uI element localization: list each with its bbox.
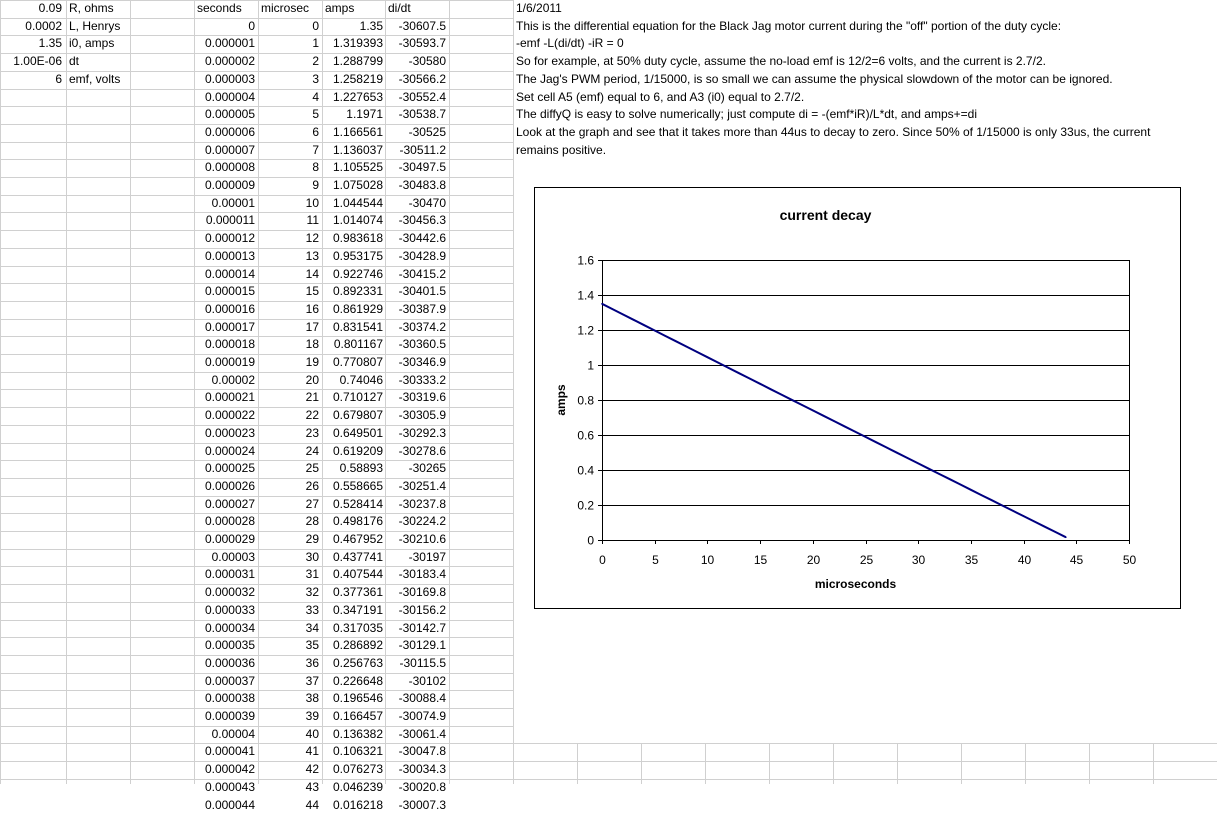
didt-cell[interactable]: -30183.4 xyxy=(385,566,446,584)
didt-cell[interactable]: -30237.8 xyxy=(385,496,446,514)
data-point xyxy=(886,447,888,449)
amps-cell[interactable]: 0.558665 xyxy=(322,478,383,496)
x-tick-label: 45 xyxy=(1070,553,1084,567)
didt-cell[interactable]: -30169.8 xyxy=(385,584,446,602)
y-tick-label: 0.4 xyxy=(577,464,594,478)
data-point xyxy=(1044,526,1046,528)
data-point xyxy=(664,335,666,337)
y-tick-label: 1 xyxy=(587,359,594,373)
didt-cell[interactable]: -30115.5 xyxy=(385,655,446,673)
didt-cell[interactable]: -30020.8 xyxy=(385,779,446,797)
seconds-cell[interactable]: 0.00001 xyxy=(194,195,255,213)
y-tick-label: 1.4 xyxy=(577,289,594,303)
didt-cell[interactable]: -30210.6 xyxy=(385,531,446,549)
param-value-cell[interactable]: 1.00E-06 xyxy=(0,53,62,71)
data-point xyxy=(749,378,751,380)
microsec-cell[interactable]: 19 xyxy=(258,354,319,372)
y-tick-label: 0.2 xyxy=(577,499,594,513)
seconds-cell[interactable]: 0.000035 xyxy=(194,637,255,655)
microsec-cell[interactable]: 28 xyxy=(258,513,319,531)
didt-cell[interactable]: -30374.2 xyxy=(385,319,446,337)
didt-cell[interactable]: -30566.2 xyxy=(385,71,446,89)
didt-cell[interactable]: -30552.4 xyxy=(385,89,446,107)
seconds-cell[interactable]: 0.000015 xyxy=(194,283,255,301)
amps-cell[interactable]: 1.319393 xyxy=(322,35,383,53)
data-point xyxy=(601,303,603,305)
seconds-cell[interactable]: 0.000008 xyxy=(194,159,255,177)
x-tick-label: 5 xyxy=(652,553,659,567)
data-point xyxy=(991,500,993,502)
data-point xyxy=(791,399,793,401)
data-point xyxy=(1065,536,1067,538)
microsec-cell[interactable]: 22 xyxy=(258,407,319,425)
amps-cell[interactable]: 0.770807 xyxy=(322,354,383,372)
seconds-cell[interactable]: 0.00003 xyxy=(194,549,255,567)
param-label-cell[interactable]: i0, amps xyxy=(69,35,129,53)
amps-cell[interactable]: 1.35 xyxy=(322,18,383,36)
data-point xyxy=(939,473,941,475)
data-point xyxy=(981,494,983,496)
amps-cell[interactable]: 1.044544 xyxy=(322,195,383,213)
didt-cell[interactable]: -30156.2 xyxy=(385,602,446,620)
seconds-cell[interactable]: 0.000006 xyxy=(194,124,255,142)
amps-cell[interactable]: 0.922746 xyxy=(322,266,383,284)
x-tick-label: 25 xyxy=(860,553,874,567)
seconds-cell[interactable]: 0.000018 xyxy=(194,336,255,354)
note-line[interactable]: The diffyQ is easy to solve numerically; just compute di = -(emf*iR)/L*dt, and amps+=di xyxy=(516,106,977,124)
data-point xyxy=(823,415,825,417)
y-tick-label: 0.8 xyxy=(577,394,594,408)
x-tick-label: 0 xyxy=(599,553,606,567)
seconds-cell[interactable]: 0.000031 xyxy=(194,566,255,584)
amps-cell[interactable]: 0.317035 xyxy=(322,620,383,638)
seconds-cell[interactable]: 0.000014 xyxy=(194,266,255,284)
amps-cell[interactable]: 1.166561 xyxy=(322,124,383,142)
seconds-cell[interactable]: 0.000027 xyxy=(194,496,255,514)
didt-cell[interactable]: -30525 xyxy=(385,124,446,142)
amps-cell[interactable]: 0.861929 xyxy=(322,301,383,319)
data-point xyxy=(1002,505,1004,507)
didt-cell[interactable]: -30074.9 xyxy=(385,708,446,726)
amps-cell[interactable]: 0.467952 xyxy=(322,531,383,549)
microsec-cell[interactable]: 33 xyxy=(258,602,319,620)
seconds-cell[interactable]: 0.00004 xyxy=(194,726,255,744)
didt-cell[interactable]: -30497.5 xyxy=(385,159,446,177)
data-point xyxy=(707,356,709,358)
microsec-cell[interactable]: 9 xyxy=(258,177,319,195)
didt-cell[interactable]: -30387.9 xyxy=(385,301,446,319)
didt-cell[interactable]: -30346.9 xyxy=(385,354,446,372)
data-point xyxy=(696,351,698,353)
data-point xyxy=(1054,531,1056,533)
data-point xyxy=(928,468,930,470)
amps-cell[interactable]: 0.649501 xyxy=(322,425,383,443)
data-point xyxy=(717,362,719,364)
microsec-cell[interactable]: 37 xyxy=(258,673,319,691)
seconds-cell[interactable]: 0.000004 xyxy=(194,89,255,107)
microsec-cell[interactable]: 4 xyxy=(258,89,319,107)
microsec-cell[interactable]: 8 xyxy=(258,159,319,177)
param-label-cell[interactable]: dt xyxy=(69,53,129,71)
param-label-cell[interactable]: emf, volts xyxy=(69,71,129,89)
note-line[interactable]: This is the differential equation for the Black Jag motor current during the "off" portion of the duty cycle: xyxy=(516,18,1061,36)
amps-cell[interactable]: 0.407544 xyxy=(322,566,383,584)
x-axis-label: microseconds xyxy=(815,577,897,591)
seconds-cell[interactable]: 0.000039 xyxy=(194,708,255,726)
amps-cell[interactable]: 0.166457 xyxy=(322,708,383,726)
amps-cell[interactable]: 0.953175 xyxy=(322,248,383,266)
microsec-cell[interactable]: 41 xyxy=(258,743,319,761)
didt-cell[interactable]: -30278.6 xyxy=(385,443,446,461)
amps-cell[interactable]: 0.016218 xyxy=(322,797,383,814)
seconds-cell[interactable]: 0.000022 xyxy=(194,407,255,425)
didt-cell[interactable]: -30305.9 xyxy=(385,407,446,425)
note-line[interactable]: 1/6/2011 xyxy=(516,0,562,18)
x-tick-label: 20 xyxy=(807,553,821,567)
didt-cell[interactable]: -30483.8 xyxy=(385,177,446,195)
amps-cell[interactable]: 0.528414 xyxy=(322,496,383,514)
microsec-cell[interactable]: 7 xyxy=(258,142,319,160)
microsec-cell[interactable]: 18 xyxy=(258,336,319,354)
microsec-cell[interactable]: 13 xyxy=(258,248,319,266)
data-point xyxy=(728,367,730,369)
y-tick-label: 0.6 xyxy=(577,429,594,443)
note-line[interactable]: remains positive. xyxy=(516,142,606,160)
didt-cell[interactable]: -30047.8 xyxy=(385,743,446,761)
seconds-cell[interactable]: 0.000023 xyxy=(194,425,255,443)
seconds-cell[interactable]: 0.000036 xyxy=(194,655,255,673)
microsec-cell[interactable]: 11 xyxy=(258,212,319,230)
didt-cell[interactable]: -30511.2 xyxy=(385,142,446,160)
amps-cell[interactable]: 0.226648 xyxy=(322,673,383,691)
amps-cell[interactable]: 1.014074 xyxy=(322,212,383,230)
didt-cell[interactable]: -30265 xyxy=(385,460,446,478)
data-point xyxy=(780,394,782,396)
data-point xyxy=(844,426,846,428)
amps-cell[interactable]: 0.679807 xyxy=(322,407,383,425)
amps-cell[interactable]: 0.076273 xyxy=(322,761,383,779)
microsec-cell[interactable]: 2 xyxy=(258,53,319,71)
microsec-cell[interactable]: 27 xyxy=(258,496,319,514)
data-point xyxy=(1023,515,1025,517)
data-point xyxy=(643,324,645,326)
didt-cell[interactable]: -30415.2 xyxy=(385,266,446,284)
didt-cell[interactable]: -30224.2 xyxy=(385,513,446,531)
amps-cell[interactable]: 0.136382 xyxy=(322,726,383,744)
header-seconds[interactable]: seconds xyxy=(197,0,257,18)
seconds-cell[interactable]: 0.000033 xyxy=(194,602,255,620)
note-line[interactable]: Set cell A5 (emf) equal to 6, and A3 (i0) equal to 2.7/2. xyxy=(516,89,804,107)
data-point xyxy=(960,484,962,486)
seconds-cell[interactable]: 0.000028 xyxy=(194,513,255,531)
seconds-cell[interactable]: 0 xyxy=(194,18,255,36)
seconds-cell[interactable]: 0.000009 xyxy=(194,177,255,195)
amps-cell[interactable]: 0.256763 xyxy=(322,655,383,673)
didt-cell[interactable]: -30102 xyxy=(385,673,446,691)
amps-cell[interactable]: 0.046239 xyxy=(322,779,383,797)
seconds-cell[interactable]: 0.000044 xyxy=(194,797,255,814)
param-value-cell[interactable]: 6 xyxy=(0,71,62,89)
didt-cell[interactable]: -30593.7 xyxy=(385,35,446,53)
microsec-cell[interactable]: 21 xyxy=(258,389,319,407)
microsec-cell[interactable]: 38 xyxy=(258,690,319,708)
data-point xyxy=(759,383,761,385)
microsec-cell[interactable]: 29 xyxy=(258,531,319,549)
amps-cell[interactable]: 0.498176 xyxy=(322,513,383,531)
microsec-cell[interactable]: 34 xyxy=(258,620,319,638)
header-amps[interactable]: amps xyxy=(325,0,385,18)
seconds-cell[interactable]: 0.000011 xyxy=(194,212,255,230)
didt-cell[interactable]: -30292.3 xyxy=(385,425,446,443)
microsec-cell[interactable]: 12 xyxy=(258,230,319,248)
data-point xyxy=(896,452,898,454)
data-point xyxy=(675,340,677,342)
amps-cell[interactable]: 1.258219 xyxy=(322,71,383,89)
microsec-cell[interactable]: 3 xyxy=(258,71,319,89)
data-point xyxy=(686,346,688,348)
seconds-cell[interactable]: 0.000016 xyxy=(194,301,255,319)
seconds-cell[interactable]: 0.000034 xyxy=(194,620,255,638)
didt-cell[interactable]: -30007.3 xyxy=(385,797,446,814)
header-microsec[interactable]: microsec xyxy=(261,0,321,18)
chart-svg xyxy=(535,188,1180,608)
note-line[interactable]: So for example, at 50% duty cycle, assume the no-load emf is 12/2=6 volts, and the current is 2.7/2. xyxy=(516,53,1046,71)
amps-cell[interactable]: 0.286892 xyxy=(322,637,383,655)
microsec-cell[interactable]: 25 xyxy=(258,460,319,478)
microsec-cell[interactable]: 32 xyxy=(258,584,319,602)
data-point xyxy=(802,404,804,406)
microsec-cell[interactable]: 24 xyxy=(258,443,319,461)
didt-cell[interactable]: -30197 xyxy=(385,549,446,567)
x-tick-label: 40 xyxy=(1018,553,1032,567)
y-axis-label: amps xyxy=(554,384,568,416)
microsec-cell[interactable]: 20 xyxy=(258,372,319,390)
data-point xyxy=(622,314,624,316)
amps-cell[interactable]: 0.347191 xyxy=(322,602,383,620)
didt-cell[interactable]: -30319.6 xyxy=(385,389,446,407)
microsec-cell[interactable]: 17 xyxy=(258,319,319,337)
didt-cell[interactable]: -30607.5 xyxy=(385,18,446,36)
didt-cell[interactable]: -30360.5 xyxy=(385,336,446,354)
microsec-cell[interactable]: 5 xyxy=(258,106,319,124)
didt-cell[interactable]: -30129.1 xyxy=(385,637,446,655)
microsec-cell[interactable]: 15 xyxy=(258,283,319,301)
microsec-cell[interactable]: 0 xyxy=(258,18,319,36)
amps-cell[interactable]: 0.983618 xyxy=(322,230,383,248)
data-point xyxy=(854,431,856,433)
microsec-cell[interactable]: 30 xyxy=(258,549,319,567)
x-tick-label: 35 xyxy=(965,553,979,567)
amps-cell[interactable]: 0.58893 xyxy=(322,460,383,478)
amps-cell[interactable]: 0.106321 xyxy=(322,743,383,761)
x-tick-label: 15 xyxy=(754,553,768,567)
x-tick-label: 50 xyxy=(1123,553,1137,567)
amps-cell[interactable]: 0.437741 xyxy=(322,549,383,567)
didt-cell[interactable]: -30088.4 xyxy=(385,690,446,708)
amps-cell[interactable]: 0.377361 xyxy=(322,584,383,602)
seconds-cell[interactable]: 0.000042 xyxy=(194,761,255,779)
data-point xyxy=(1012,510,1014,512)
amps-cell[interactable]: 1.288799 xyxy=(322,53,383,71)
y-tick-label: 0 xyxy=(587,534,594,548)
amps-cell[interactable]: 1.1971 xyxy=(322,106,383,124)
amps-cell[interactable]: 0.710127 xyxy=(322,389,383,407)
note-line[interactable]: Look at the graph and see that it takes more than 44us to decay to zero. Since 50% of 1/15000 is only 33us, the current xyxy=(516,124,1150,142)
seconds-cell[interactable]: 0.000037 xyxy=(194,673,255,691)
amps-cell[interactable]: 0.831541 xyxy=(322,319,383,337)
chart-current-decay[interactable] xyxy=(534,187,1181,609)
microsec-cell[interactable]: 6 xyxy=(258,124,319,142)
chart-title: current decay xyxy=(780,207,872,223)
data-point xyxy=(612,308,614,310)
microsec-cell[interactable]: 1 xyxy=(258,35,319,53)
didt-cell[interactable]: -30456.3 xyxy=(385,212,446,230)
seconds-cell[interactable]: 0.000013 xyxy=(194,248,255,266)
didt-cell[interactable]: -30470 xyxy=(385,195,446,213)
amps-cell[interactable]: 1.105525 xyxy=(322,159,383,177)
data-point xyxy=(875,441,877,443)
data-point xyxy=(812,410,814,412)
microsec-cell[interactable]: 16 xyxy=(258,301,319,319)
data-point xyxy=(917,463,919,465)
seconds-cell[interactable]: 0.000025 xyxy=(194,460,255,478)
data-point xyxy=(654,330,656,332)
amps-cell[interactable]: 0.196546 xyxy=(322,690,383,708)
didt-cell[interactable]: -30442.6 xyxy=(385,230,446,248)
data-point xyxy=(833,420,835,422)
didt-cell[interactable]: -30580 xyxy=(385,53,446,71)
seconds-cell[interactable]: 0.000003 xyxy=(194,71,255,89)
data-point xyxy=(770,388,772,390)
param-label-cell[interactable]: R, ohms xyxy=(69,0,129,18)
note-line[interactable]: -emf -L(di/dt) -iR = 0 xyxy=(516,35,624,53)
microsec-cell[interactable]: 43 xyxy=(258,779,319,797)
x-tick-label: 30 xyxy=(912,553,926,567)
seconds-cell[interactable]: 0.000038 xyxy=(194,690,255,708)
param-value-cell[interactable]: 0.0002 xyxy=(0,18,62,36)
didt-cell[interactable]: -30428.9 xyxy=(385,248,446,266)
microsec-cell[interactable]: 14 xyxy=(258,266,319,284)
param-value-cell[interactable]: 0.09 xyxy=(0,0,62,18)
seconds-cell[interactable]: 0.000002 xyxy=(194,53,255,71)
didt-cell[interactable]: -30251.4 xyxy=(385,478,446,496)
didt-cell[interactable]: -30061.4 xyxy=(385,726,446,744)
seconds-cell[interactable]: 0.000005 xyxy=(194,106,255,124)
seconds-cell[interactable]: 0.000019 xyxy=(194,354,255,372)
seconds-cell[interactable]: 0.000043 xyxy=(194,779,255,797)
amps-cell[interactable]: 1.227653 xyxy=(322,89,383,107)
microsec-cell[interactable]: 39 xyxy=(258,708,319,726)
seconds-cell[interactable]: 0.000032 xyxy=(194,584,255,602)
seconds-cell[interactable]: 0.000012 xyxy=(194,230,255,248)
data-point xyxy=(970,489,972,491)
didt-cell[interactable]: -30401.5 xyxy=(385,283,446,301)
seconds-cell[interactable]: 0.00002 xyxy=(194,372,255,390)
y-tick-label: 1.2 xyxy=(577,324,594,338)
header-didt[interactable]: di/dt xyxy=(388,0,448,18)
param-value-cell[interactable]: 1.35 xyxy=(0,35,62,53)
seconds-cell[interactable]: 0.000041 xyxy=(194,743,255,761)
seconds-cell[interactable]: 0.000007 xyxy=(194,142,255,160)
amps-cell[interactable]: 1.075028 xyxy=(322,177,383,195)
data-point xyxy=(865,436,867,438)
microsec-cell[interactable]: 40 xyxy=(258,726,319,744)
seconds-cell[interactable]: 0.000024 xyxy=(194,443,255,461)
amps-cell[interactable]: 0.619209 xyxy=(322,443,383,461)
seconds-cell[interactable]: 0.000021 xyxy=(194,389,255,407)
microsec-cell[interactable]: 10 xyxy=(258,195,319,213)
didt-cell[interactable]: -30538.7 xyxy=(385,106,446,124)
didt-cell[interactable]: -30034.3 xyxy=(385,761,446,779)
seconds-cell[interactable]: 0.000029 xyxy=(194,531,255,549)
data-point xyxy=(1033,521,1035,523)
microsec-cell[interactable]: 44 xyxy=(258,797,319,814)
data-point xyxy=(907,457,909,459)
didt-cell[interactable]: -30142.7 xyxy=(385,620,446,638)
param-label-cell[interactable]: L, Henrys xyxy=(69,18,129,36)
amps-cell[interactable]: 1.136037 xyxy=(322,142,383,160)
amps-cell[interactable]: 0.892331 xyxy=(322,283,383,301)
data-point xyxy=(949,478,951,480)
microsec-cell[interactable]: 23 xyxy=(258,425,319,443)
didt-cell[interactable]: -30333.2 xyxy=(385,372,446,390)
microsec-cell[interactable]: 36 xyxy=(258,655,319,673)
microsec-cell[interactable]: 31 xyxy=(258,566,319,584)
amps-cell[interactable]: 0.74046 xyxy=(322,372,383,390)
microsec-cell[interactable]: 42 xyxy=(258,761,319,779)
x-tick-label: 10 xyxy=(701,553,715,567)
data-point xyxy=(633,319,635,321)
seconds-cell[interactable]: 0.000001 xyxy=(194,35,255,53)
microsec-cell[interactable]: 35 xyxy=(258,637,319,655)
microsec-cell[interactable]: 26 xyxy=(258,478,319,496)
seconds-cell[interactable]: 0.000026 xyxy=(194,478,255,496)
amps-cell[interactable]: 0.801167 xyxy=(322,336,383,354)
note-line[interactable]: The Jag's PWM period, 1/15000, is so small we can assume the physical slowdown of the motor can be ignored. xyxy=(516,71,1113,89)
data-point xyxy=(738,372,740,374)
seconds-cell[interactable]: 0.000017 xyxy=(194,319,255,337)
y-tick-label: 1.6 xyxy=(577,254,594,268)
